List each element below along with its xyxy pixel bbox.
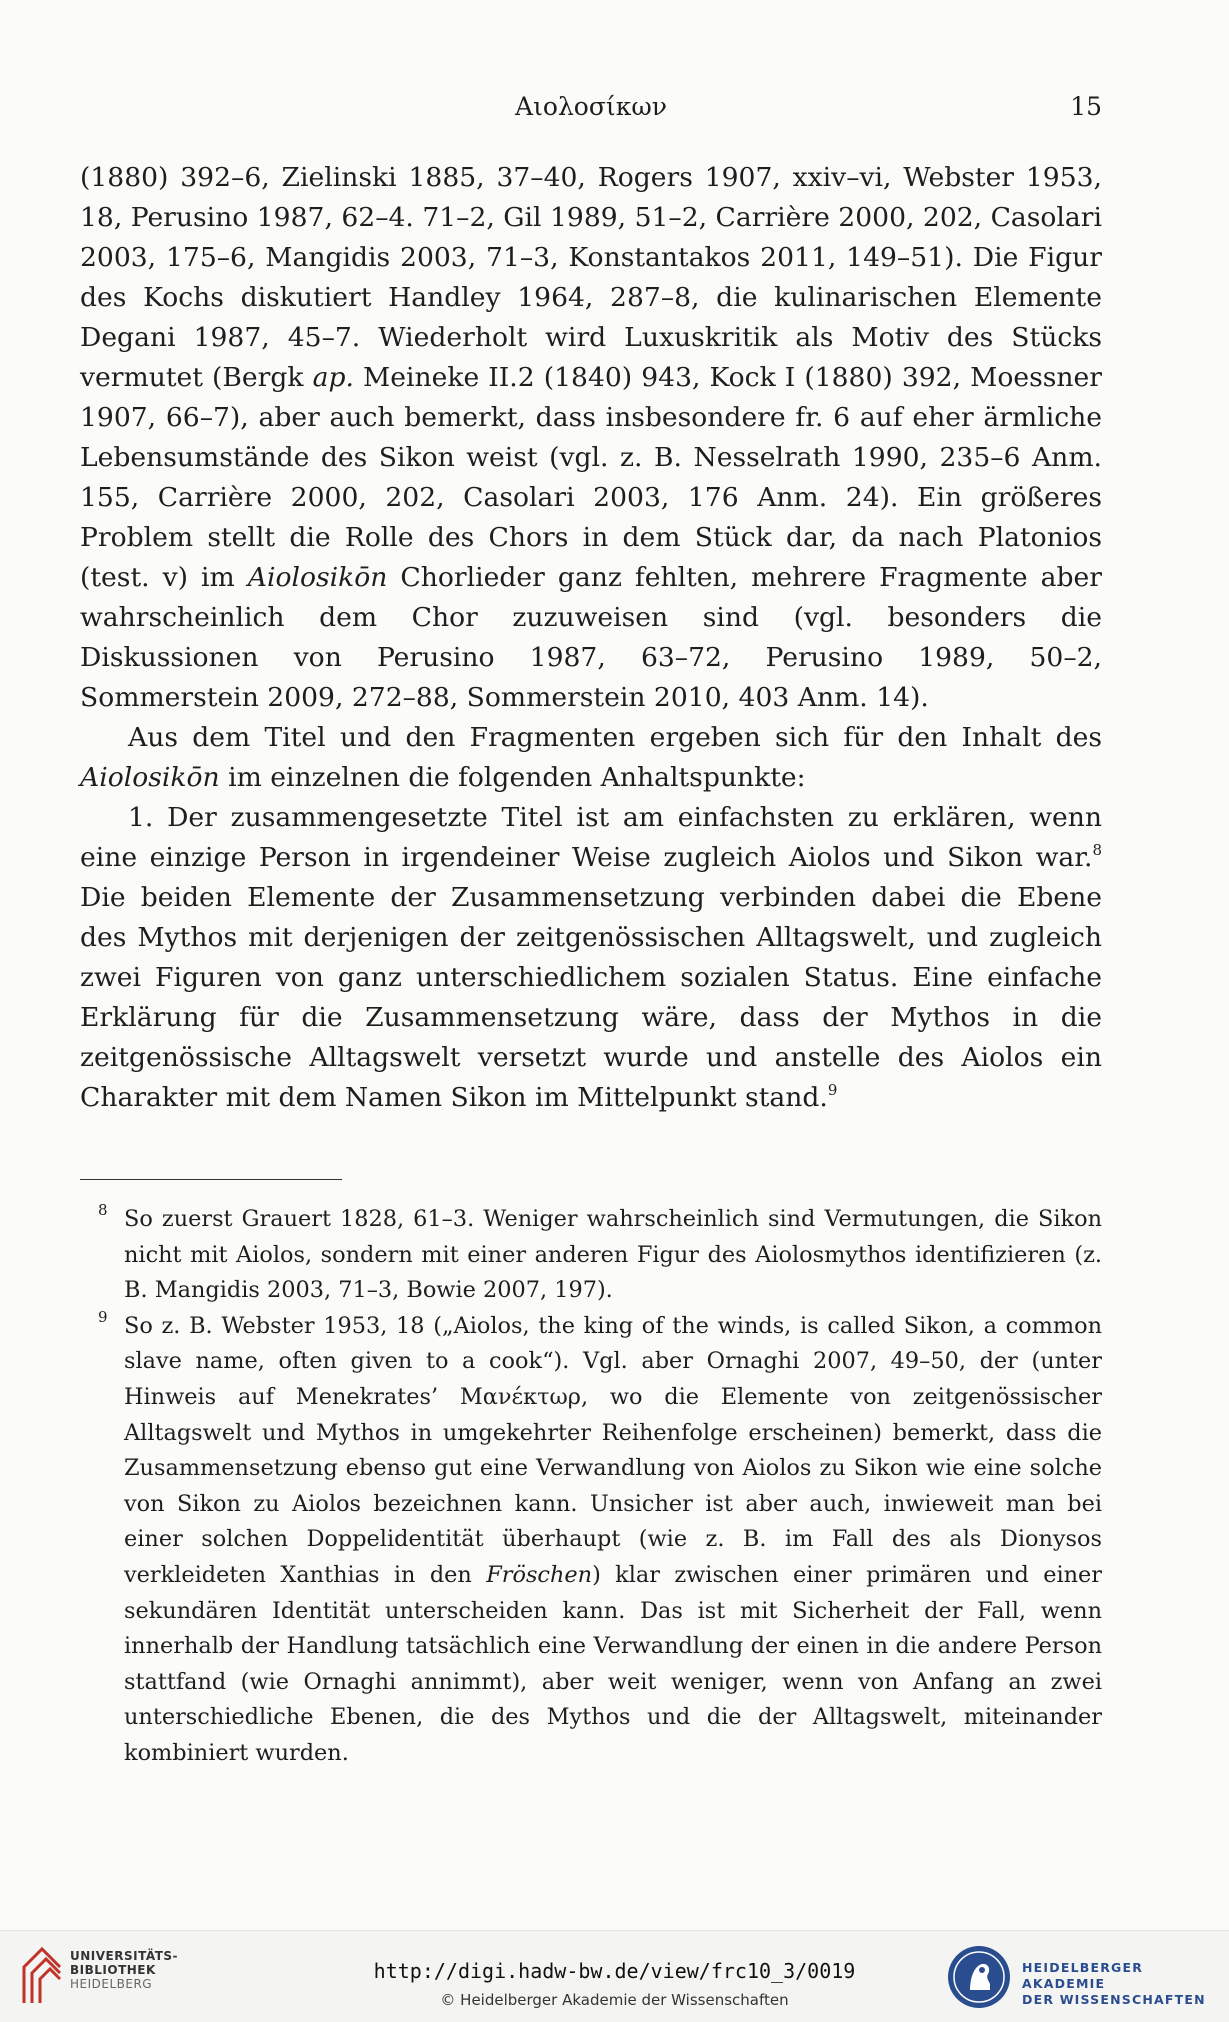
running-title: Αιολοσίκων	[515, 92, 667, 121]
footnote-mark: 8	[98, 1201, 108, 1219]
footnote-divider	[80, 1179, 342, 1180]
title-italic: Aiolosikōn	[247, 562, 388, 593]
footnote-9: 9 So z. B. Webster 1953, 18 („Aiolos, the king of the winds, is called Sikon, a common slave name, often given to a cook“). Vgl. aber Ornaghi 2007, 49–50, der (unter Hinweis auf Menekrates’ Μανέκτωρ, wo die Elemente von zeitgenössischer Alltagswelt und Mythos in umgekehrter Reihenfolge erscheinen) bemerkt, dass die Zusammensetzung ebenso gut eine Verwandlung von Aiolos zu Sikon wie eine solche von Sikon zu Aiolos bezeichnen kann. Unsicher ist aber auch, inwieweit man bei einer solchen Doppelidentität überhaupt (wie z. B. im Fall des als Dionysos verkleideten Xanthias in den Fröschen) klar zwischen einer primären und einer sekundären Identität unterscheiden kann. Das ist mit Sicherheit der Fall, wenn innerhalb der Handlung tatsächlich eine Verwandlung der einen in die andere Person stattfand (wie Ornaghi annimmt), aber weit weniger, wenn von Anfang an zwei unterschiedliche Ebenen, die des Mythos und die der Alltagswelt, miteinander kombiniert wurden.	[80, 1309, 1102, 1772]
copyright-notice: © Heidelberger Akademie der Wissenschaften	[440, 1991, 789, 2009]
paragraph-1: (1880) 392–6, Zielinski 1885, 37–40, Rogers 1907, xxiv–vi, Webster 1953, 18, Perusino 1987, 62–4. 71–2, Gil 1989, 51–2, Carrière 2000, 202, Casolari 2003, 175–6, Mangidis 2003, 71–3, Konstantakos 2011, 149–51). Die Figur des Kochs diskutiert Handley 1964, 287–8, die kulinarischen Elemente Degani 1987, 45–7. Wiederholt wird Luxuskritik als Motiv des Stücks vermutet (Bergk ap. Meineke II.2 (1840) 943, Kock I (1880) 392, Moessner 1907, 66–7), aber auch bemerkt, dass insbesondere fr. 6 auf eher ärmliche Lebensumstände des Sikon weist (vgl. z. B. Nesselrath 1990, 235–6 Anm. 155, Carrière 2000, 202, Casolari 2003, 176 Anm. 24). Ein größeres Problem stellt die Rolle des Chors in dem Stück dar, da nach Platonios (test. v) im Aiolosikōn Chorlieder ganz fehlten, mehrere Fragmente aber wahrscheinlich dem Chor zuzuweisen sind (vgl. besonders die Diskussionen von Perusino 1987, 63–72, Perusino 1989, 50–2, Sommerstein 2009, 272–88, Sommerstein 2010, 403 Anm. 14).	[80, 162, 1103, 713]
paragraph-3: 1. Der zusammengesetzte Titel ist am einfachsten zu erklären, wenn eine einzige Person in irgendeiner Weise zugleich Aiolos und Sikon war.$^8$ Die beiden Elemente der Zusammensetzung verbinden dabei die Ebene des Mythos mit derjenigen der zeitgenössischen Alltagswelt, und zugleich zwei Figuren von ganz unterschiedlichem sozialen Status. Eine einfache Erklärung für die Zusammensetzung wäre, dass der Mythos in die zeitgenössische Alltagswelt versetzt wurde und anstelle des Aiolos ein Charakter mit dem Namen Sikon im Mittelpunkt stand.$^9$	[80, 802, 1102, 1113]
footnote-mark: 9	[98, 1307, 108, 1326]
greek-word: Μανέκτωρ	[459, 1383, 581, 1410]
viewer-footer	[0, 1930, 1229, 2022]
footnote-8: 8 So zuerst Grauert 1828, 61–3. Weniger wahrscheinlich sind Vermutungen, die Sikon nicht mit Aiolos, sondern mit einer anderen Figur des Aiolosmythos identifizieren (z. B. Mangidis 2003, 71–3, Bowie 2007, 197).	[80, 1202, 1102, 1309]
page-number: 15	[1070, 92, 1102, 121]
footnote-ref-9[interactable]: 9	[827, 1081, 838, 1099]
footnote-ref-8[interactable]: 8	[1092, 841, 1102, 859]
university-library-name: UNIVERSITÄTS- BIBLIOTHEK HEIDELBERG	[70, 1949, 179, 1991]
academy-name: HEIDELBERGER AKADEMIE DER WISSENSCHAFTEN	[1022, 1960, 1206, 2007]
footnotes	[80, 1202, 1102, 1772]
title-italic: Fröschen	[486, 1561, 593, 1588]
running-head	[80, 92, 1102, 126]
paragraph-2: Aus dem Titel und den Fragmenten ergeben sich für den Inhalt des Aiolosikōn im einzelnen die folgenden Anhaltspunkte:	[80, 722, 1102, 793]
title-italic: Aiolosikōn	[80, 762, 220, 793]
body-text	[80, 158, 1102, 1118]
academy-seal-icon[interactable]	[946, 1944, 1012, 2010]
permalink-url[interactable]: http://digi.hadw-bw.de/view/frc10_3/0019	[373, 1959, 856, 1983]
